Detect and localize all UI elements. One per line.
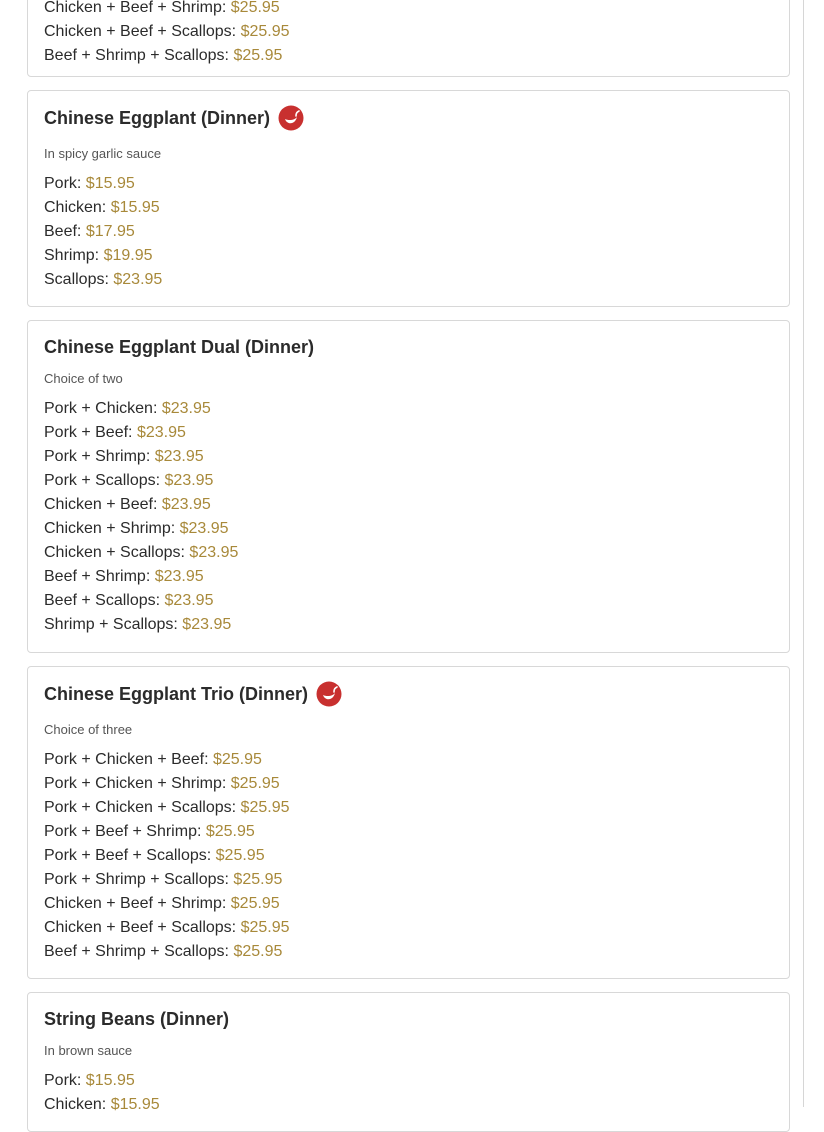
price-row[interactable] [44, 517, 789, 541]
price-value: $25.95 [240, 23, 290, 40]
item-description: Choice of two [44, 371, 123, 386]
scrollbar-track[interactable] [803, 0, 804, 1107]
price-label: Beef + Shrimp + Scallops: [44, 943, 229, 960]
menu-item-card[interactable] [27, 666, 790, 979]
price-value: $23.95 [154, 568, 204, 585]
price-label: Chicken + Beef + Scallops: [44, 919, 237, 936]
price-label: Pork: [44, 175, 82, 192]
price-row[interactable] [44, 445, 789, 469]
price-row[interactable] [44, 493, 789, 517]
price-value: $25.95 [205, 823, 255, 840]
price-label: Beef + Shrimp: [44, 568, 151, 585]
price-row[interactable] [44, 916, 789, 940]
price-label: Chicken + Scallops: [44, 544, 185, 561]
price-label: Shrimp + Scallops: [44, 616, 178, 633]
item-title: Chinese Eggplant (Dinner) [44, 107, 271, 128]
price-row[interactable] [44, 613, 789, 637]
price-row[interactable] [44, 268, 789, 292]
price-label: Chicken + Beef + Shrimp: [44, 0, 227, 16]
price-row[interactable] [44, 868, 789, 892]
price-label: Pork + Scallops: [44, 472, 161, 489]
price-value: $23.95 [154, 448, 204, 465]
item-title: String Beans (Dinner) [44, 1008, 230, 1029]
price-value: $15.95 [85, 175, 135, 192]
price-label: Pork + Chicken + Scallops: [44, 799, 237, 816]
price-value: $15.95 [110, 1096, 160, 1113]
price-row[interactable] [44, 244, 789, 268]
price-row[interactable] [44, 541, 789, 565]
price-row[interactable] [44, 1093, 789, 1117]
price-row[interactable] [44, 748, 789, 772]
price-row[interactable] [44, 892, 789, 916]
menu-item-card[interactable] [27, 992, 790, 1132]
price-row[interactable] [44, 565, 789, 589]
card-header [44, 321, 789, 373]
price-label: Chicken + Beef: [44, 496, 158, 513]
price-label: Pork + Shrimp + Scallops: [44, 871, 229, 888]
price-value: $23.95 [164, 472, 214, 489]
price-value: $25.95 [230, 895, 280, 912]
item-description: In spicy garlic sauce [44, 146, 162, 161]
price-label: Pork + Shrimp: [44, 448, 151, 465]
price-value: $23.95 [179, 520, 229, 537]
price-value: $25.95 [215, 847, 265, 864]
price-value: $25.95 [212, 751, 262, 768]
price-label: Chicken + Beef + Scallops: [44, 23, 237, 40]
price-label: Beef + Scallops: [44, 592, 161, 609]
price-row[interactable] [44, 469, 789, 493]
price-value: $23.95 [189, 544, 239, 561]
price-row[interactable] [44, 397, 789, 421]
price-label: Chicken: [44, 1096, 107, 1113]
price-value: $25.95 [230, 775, 280, 792]
price-label: Beef: [44, 223, 82, 240]
card-header [44, 667, 789, 721]
price-list [44, 748, 789, 964]
price-value: $23.95 [182, 616, 232, 633]
price-list [44, 172, 789, 292]
price-list [44, 397, 789, 637]
chili-pepper-icon [278, 105, 304, 131]
item-description: Choice of three [44, 722, 133, 737]
price-row[interactable] [44, 172, 789, 196]
price-label: Pork + Chicken + Beef: [44, 751, 209, 768]
price-row[interactable] [44, 589, 789, 613]
price-label: Pork + Beef: [44, 424, 133, 441]
price-row[interactable] [44, 1069, 789, 1093]
price-label: Pork: [44, 1072, 82, 1089]
price-row[interactable] [44, 820, 789, 844]
price-row[interactable] [44, 20, 789, 44]
price-value: $25.95 [233, 943, 283, 960]
price-row[interactable] [44, 196, 789, 220]
price-label: Scallops: [44, 271, 109, 288]
price-list [44, 1069, 789, 1117]
price-value: $15.95 [85, 1072, 135, 1089]
card-header [44, 91, 789, 145]
price-label: Chicken + Shrimp: [44, 520, 176, 537]
price-label: Beef + Shrimp + Scallops: [44, 47, 229, 64]
price-label: Chicken: [44, 199, 107, 216]
card-header [44, 993, 789, 1045]
price-value: $19.95 [103, 247, 153, 264]
price-value: $25.95 [230, 0, 280, 16]
menu-item-card[interactable] [27, 320, 790, 653]
price-value: $25.95 [240, 799, 290, 816]
price-label: Pork + Beef + Scallops: [44, 847, 212, 864]
price-row[interactable] [44, 0, 789, 20]
item-description: In brown sauce [44, 1043, 133, 1058]
price-value: $23.95 [164, 592, 214, 609]
price-row[interactable] [44, 44, 789, 68]
price-value: $25.95 [233, 871, 283, 888]
price-value: $17.95 [85, 223, 135, 240]
price-value: $23.95 [113, 271, 163, 288]
menu-item-card[interactable] [27, 90, 790, 307]
price-row[interactable] [44, 940, 789, 964]
price-list [44, 0, 789, 68]
price-value: $23.95 [136, 424, 186, 441]
price-row[interactable] [44, 421, 789, 445]
price-row[interactable] [44, 772, 789, 796]
price-value: $23.95 [161, 496, 211, 513]
item-title: Chinese Eggplant Dual (Dinner) [44, 336, 315, 357]
price-value: $25.95 [240, 919, 290, 936]
price-row[interactable] [44, 220, 789, 244]
price-label: Shrimp: [44, 247, 100, 264]
menu-item-card[interactable] [27, 0, 790, 77]
price-row[interactable] [44, 844, 789, 868]
price-row[interactable] [44, 796, 789, 820]
price-label: Pork + Chicken + Shrimp: [44, 775, 227, 792]
price-value: $25.95 [233, 47, 283, 64]
price-label: Pork + Chicken: [44, 400, 158, 417]
price-value: $15.95 [110, 199, 160, 216]
price-value: $23.95 [161, 400, 211, 417]
item-title: Chinese Eggplant Trio (Dinner) [44, 683, 309, 704]
price-label: Pork + Beef + Shrimp: [44, 823, 202, 840]
price-label: Chicken + Beef + Shrimp: [44, 895, 227, 912]
chili-pepper-icon [316, 681, 342, 707]
